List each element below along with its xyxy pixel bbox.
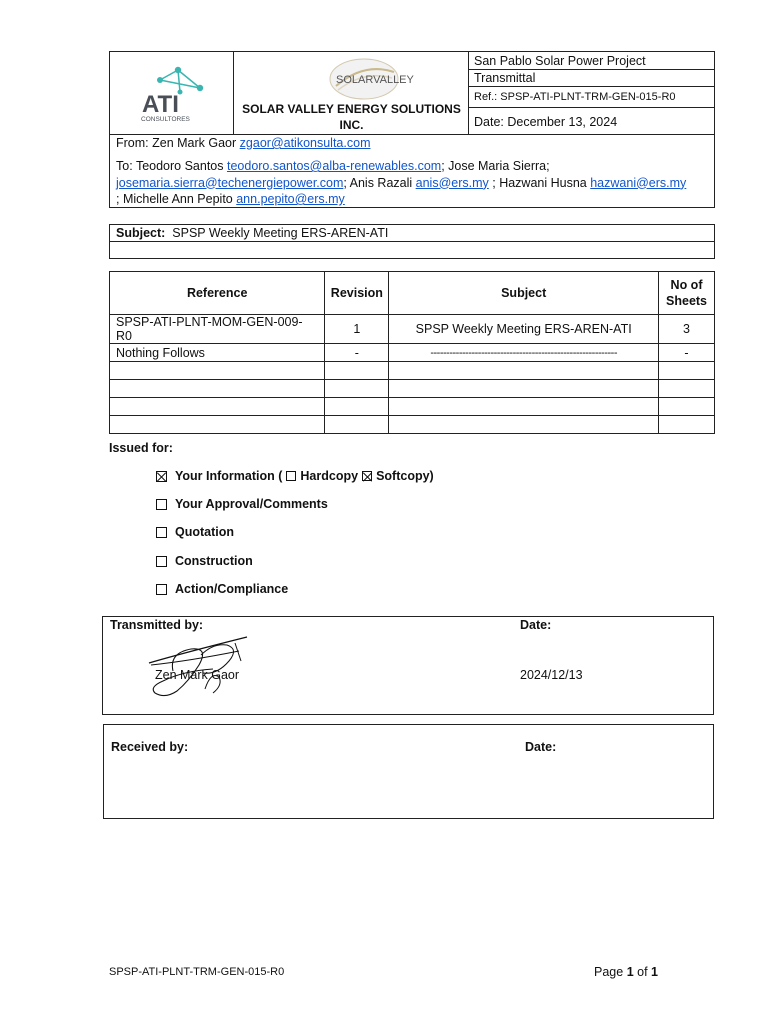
page-total: 1 [651, 965, 658, 979]
cell-revision: - [325, 344, 389, 362]
table-row [110, 416, 715, 434]
recipient-name: Michelle Ann Pepito [122, 192, 233, 206]
table-row [110, 315, 715, 344]
recipient-email-link[interactable]: teodoro.santos@alba-renewables.com [226, 159, 442, 173]
from-label: From: [116, 136, 149, 150]
recipient-name: Anis Razali [349, 175, 413, 190]
option-action [156, 582, 288, 596]
transmitted-box [102, 616, 714, 715]
ref-value: SPSP-ATI-PLNT-TRM-GEN-015-R0 [500, 91, 676, 103]
document-type: Transmittal [469, 70, 715, 87]
reference-code [469, 87, 715, 108]
approval-label: Your Approval/Comments [175, 497, 328, 511]
ref-label: Ref.: [474, 91, 498, 103]
table-row [110, 398, 715, 416]
recipient-name: Hazwani Husna [499, 175, 587, 190]
received-label: Received by: [111, 740, 189, 754]
cell-reference [110, 398, 325, 416]
issued-for-title: Issued for: [109, 441, 173, 455]
cell-sheets [659, 380, 715, 398]
hardcopy-label: Hardcopy [300, 469, 359, 483]
table-row [110, 380, 715, 398]
signature-image [143, 631, 263, 703]
option-construction [156, 554, 253, 568]
header-sheets: No of Sheets [659, 272, 715, 315]
cell-sheets [659, 398, 715, 416]
hardcopy-checkbox[interactable] [286, 471, 296, 481]
header-subject: Subject [389, 272, 659, 315]
softcopy-checkbox[interactable] [362, 471, 372, 481]
cell-revision [325, 380, 389, 398]
footer-page-number [594, 965, 658, 979]
construction-label: Construction [175, 554, 253, 568]
from-line [116, 136, 370, 150]
logo-cell [110, 52, 234, 135]
cell-sheets: 3 [659, 315, 715, 344]
svg-text:CONSULTORES: CONSULTORES [141, 116, 190, 123]
received-date-label: Date: [525, 740, 557, 754]
recipient-name: Jose Maria Sierra [448, 159, 547, 173]
recipient-email-link[interactable]: ann.pepito@ers.my [236, 192, 345, 206]
cell-revision [325, 416, 389, 434]
date-label: Date: [474, 114, 504, 129]
date-value: December 13, 2024 [507, 114, 618, 129]
received-box [103, 724, 714, 819]
option-quotation [156, 525, 234, 539]
to-label: To: [116, 159, 133, 173]
recipient-email-link[interactable]: hazwani@ers.my [590, 175, 687, 190]
transmitted-date-label: Date: [520, 618, 552, 632]
action-label: Action/Compliance [175, 582, 289, 596]
cell-reference: Nothing Follows [110, 344, 325, 362]
cell-sheets [659, 416, 715, 434]
page-current: 1 [626, 965, 634, 979]
transmitted-date: 2024/12/13 [520, 668, 583, 682]
reference-table [109, 271, 715, 434]
cell-sheets [659, 362, 715, 380]
subject-label: Subject: [116, 226, 166, 240]
of-word: of [637, 965, 648, 979]
subject-text: SPSP Weekly Meeting ERS-AREN-ATI [172, 226, 389, 240]
from-email-link[interactable]: zgaor@atikonsulta.com [239, 136, 371, 150]
approval-checkbox[interactable] [156, 499, 167, 510]
cell-subject [389, 362, 659, 380]
cell-reference: SPSP-ATI-PLNT-MOM-GEN-009-R0 [110, 315, 325, 344]
project-name: San Pablo Solar Power Project [469, 52, 715, 70]
table-row [110, 344, 715, 362]
cell-revision: 1 [325, 315, 389, 344]
page-word: Page [594, 965, 624, 979]
softcopy-label: Softcopy) [376, 469, 434, 483]
info-cell [469, 52, 715, 135]
subject-block [109, 224, 715, 259]
subject-line [110, 225, 714, 242]
cell-reference [110, 362, 325, 380]
transmitted-label: Transmitted by: [110, 618, 204, 632]
footer-document-code: SPSP-ATI-PLNT-TRM-GEN-015-R0 [109, 966, 285, 978]
company-name: SOLAR VALLEY ENERGY SOLUTIONS INC. [242, 102, 461, 132]
cell-sheets: - [659, 344, 715, 362]
company-cell [234, 52, 469, 135]
table-row [110, 362, 715, 380]
cell-subject: ----------------------------------------------------------- [389, 344, 659, 362]
svg-text:SOLARVALLEY: SOLARVALLEY [336, 74, 414, 86]
quotation-checkbox[interactable] [156, 527, 167, 538]
table-header-row [110, 272, 715, 315]
cell-reference [110, 380, 325, 398]
recipient-email-link[interactable]: anis@ers.my [415, 175, 489, 190]
recipient-name: Teodoro Santos [135, 159, 224, 173]
construction-checkbox[interactable] [156, 556, 167, 567]
cell-subject: SPSP Weekly Meeting ERS-AREN-ATI [389, 315, 659, 344]
to-recipients: To: Teodoro Santos teodoro.santos@alba-renewables.com; Jose Maria Sierra; josemaria.sierra@techenergiepower.com; Anis Razali anis@ers.my ; Hazwani Husna hazwani@ers.my ; Michelle Ann Pepito ann.pepito@ers.my [116, 159, 687, 206]
header-reference: Reference [110, 272, 325, 315]
cell-subject [389, 416, 659, 434]
transmitted-name: Zen Mark Gaor [155, 668, 240, 682]
quotation-label: Quotation [175, 525, 235, 539]
from-name: Zen Mark Gaor [152, 136, 237, 150]
ati-logo [138, 62, 210, 124]
info-label: Your Information ( [175, 469, 283, 483]
svg-text:ATI: ATI [142, 91, 179, 118]
cell-subject [389, 398, 659, 416]
cell-revision [325, 362, 389, 380]
option-your-information [156, 469, 434, 483]
action-checkbox[interactable] [156, 584, 167, 595]
header-block [109, 51, 715, 208]
solar-valley-logo [314, 56, 414, 102]
cell-revision [325, 398, 389, 416]
cell-reference [110, 416, 325, 434]
header-revision: Revision [325, 272, 389, 315]
cell-subject [389, 380, 659, 398]
info-checkbox[interactable] [156, 471, 167, 482]
option-approval [156, 497, 328, 511]
document-date [469, 108, 715, 135]
recipient-email-link[interactable]: josemaria.sierra@techenergiepower.com [116, 175, 344, 190]
